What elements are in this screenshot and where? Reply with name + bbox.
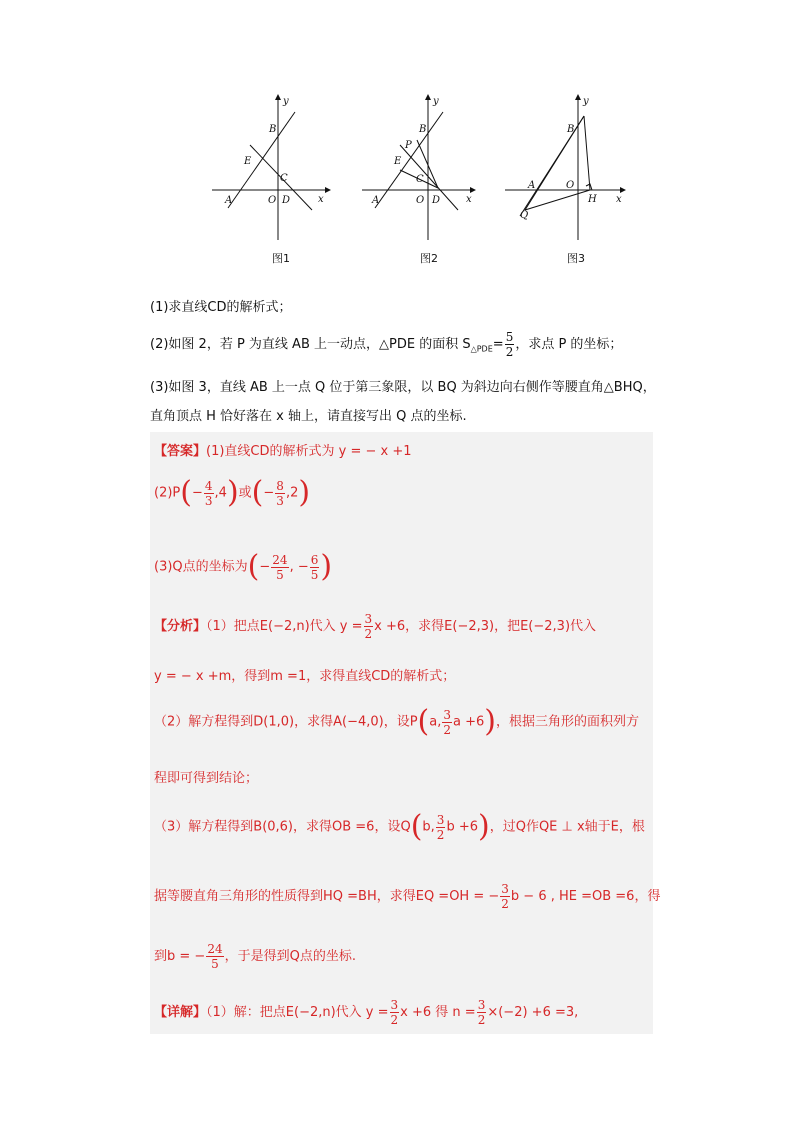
question-2-post: ，求点 P 的坐标； (515, 337, 623, 352)
paren-close: ) (484, 704, 496, 739)
answer-line-2 (154, 475, 311, 510)
analysis-line-5 (154, 809, 645, 844)
question-2-eq: = (492, 337, 504, 352)
question-2-sub: △PDE (470, 344, 493, 354)
fig1-label-y: y (283, 96, 289, 107)
paren-close: ) (478, 809, 490, 844)
frac-num: 5 (505, 330, 514, 344)
answer-2-p1-sign: − (191, 485, 203, 501)
analysis-3a: （2）解方程得到D(1,0)，求得A(−4,0)，设P (154, 714, 418, 730)
analysis-line-7 (154, 942, 356, 971)
detail-tag: 【详解】 (154, 1005, 207, 1020)
fig2-label-D: D (432, 195, 441, 206)
analysis-7b: ，于是得到Q点的坐标. (224, 949, 356, 964)
frac-den: 2 (436, 827, 445, 842)
paren-close: ) (320, 549, 333, 584)
fig2-label-y: y (433, 96, 439, 107)
analysis-line-6 (154, 882, 660, 911)
fig3-label-A: A (528, 180, 536, 191)
fig3-label-H: H (588, 194, 597, 205)
question-2 (150, 330, 622, 360)
analysis-1a: （1）把点E(−2,n)代入 y = (206, 619, 363, 634)
detail-1-frac2 (477, 998, 487, 1027)
analysis-5b: ，过Q作QE ⊥ x轴于E，根 (489, 819, 645, 835)
paren-open: ( (410, 809, 423, 844)
fig2-label-O: O (416, 195, 425, 206)
frac-num: 3 (477, 998, 486, 1012)
analysis-3-in-b: a +6 (453, 714, 485, 730)
frac-num: 6 (310, 552, 319, 567)
answer-tag: 【答案】 (154, 444, 207, 459)
fig1-label-D: D (282, 195, 291, 206)
detail-1a: （1）解：把点E(−2,n)代入 y = (206, 1005, 389, 1020)
answer-3-sign: − (259, 559, 271, 575)
paren-close: ) (226, 475, 239, 510)
fig2-label-E: E (394, 156, 402, 167)
figure-svg (200, 90, 640, 270)
fig3-label-y: y (583, 96, 589, 107)
detail-1c: ×(−2) +6 =3, (487, 1005, 579, 1020)
answer-panel (150, 432, 661, 1034)
question-3-line1: (3)如图 3，直线 AB 上一点 Q 位于第三象限，以 BQ 为斜边向右侧作等腰直角△BHQ， (150, 380, 656, 395)
analysis-3-frac (442, 708, 452, 737)
question-3-line2: 直角顶点 H 恰好落在 x 轴上，请直接写出 Q 点的坐标. (150, 409, 467, 424)
analysis-1b: x +6，求得E(−2,3)，把E(−2,3)代入 (374, 619, 597, 634)
analysis-line-3 (154, 704, 640, 739)
fig3-label-O: O (566, 180, 575, 191)
analysis-7a: 到b = − (154, 949, 206, 964)
frac-den: 3 (276, 493, 284, 508)
answer-3-pre: (3)Q点的坐标为 (154, 559, 248, 575)
paren-open: ( (247, 549, 260, 584)
fig1-label-A: A (225, 195, 233, 206)
answer-2-p2-frac (275, 479, 285, 508)
frac-num: 24 (272, 552, 288, 567)
fig1-label-x: x (318, 194, 324, 205)
frac-den: 5 (310, 567, 319, 582)
analysis-5a: （3）解方程得到B(0,6)，求得OB =6，设Q (154, 819, 411, 835)
analysis-tag: 【分析】 (154, 619, 207, 634)
answer-3-frac1 (271, 553, 288, 582)
detail-1b: x +6 得 n = (400, 1005, 476, 1020)
analysis-3b: ，根据三角形的面积列方 (496, 714, 640, 730)
caption-fig1: 图1 (272, 252, 290, 265)
analysis-5-in-a: b, (422, 819, 435, 835)
frac-num: 3 (364, 612, 373, 626)
analysis-6-frac (500, 882, 510, 911)
frac-num: 3 (390, 998, 399, 1012)
answer-1: (1)直线CD的解析式为 y = − x +1 (206, 444, 412, 459)
answer-2-p2-sign: − (263, 485, 275, 501)
answer-2-p1-frac (204, 479, 214, 508)
analysis-3-in-a: a, (429, 714, 442, 730)
answer-2-pre: (2)P (154, 485, 181, 501)
frac-num: 3 (443, 707, 452, 722)
question-1: (1)求直线CD的解析式； (150, 300, 292, 315)
caption-fig3: 图3 (567, 252, 585, 265)
detail-line-1 (154, 998, 578, 1027)
fig2-label-x: x (466, 194, 472, 205)
fig3-label-x: x (616, 194, 622, 205)
frac-den: 2 (443, 722, 452, 737)
analysis-line-2: y = − x +m，得到m =1，求得直线CD的解析式； (154, 669, 456, 684)
frac-den: 2 (501, 897, 509, 911)
fig2-label-P: P (405, 140, 412, 151)
frac-num: 3 (501, 882, 509, 896)
detail-1-frac1 (390, 998, 400, 1027)
figures (200, 90, 640, 270)
fig1-label-E: E (244, 156, 252, 167)
paren-close: ) (298, 475, 311, 510)
paren-open: ( (180, 475, 192, 510)
frac-den: 2 (477, 1013, 486, 1027)
fig2-label-B: B (419, 124, 427, 135)
frac-den: 2 (364, 627, 373, 641)
answer-line-1 (154, 440, 412, 459)
frac-den: 2 (390, 1013, 399, 1027)
frac-den: 3 (204, 493, 213, 508)
analysis-5-frac (436, 813, 446, 842)
frac-num: 3 (436, 812, 445, 827)
fig2-label-C: C (416, 174, 424, 185)
fig1-label-O: O (268, 195, 277, 206)
frac-den: 5 (211, 957, 219, 971)
answer-3-mid: , − (289, 559, 309, 575)
fig1-label-C: C (280, 173, 288, 184)
paren-open: ( (417, 704, 430, 739)
fig1-label-B: B (269, 124, 277, 135)
caption-fig2: 图2 (420, 252, 438, 265)
answer-2-or: 或 (238, 485, 252, 501)
fig2-label-A: A (372, 195, 380, 206)
analysis-1-frac (364, 612, 374, 641)
analysis-7-frac (206, 942, 223, 971)
answer-2-p1-rest: ,4 (214, 485, 227, 501)
question-2-frac (505, 330, 515, 359)
answer-line-3 (154, 549, 333, 584)
analysis-line-1 (154, 612, 596, 641)
frac-den: 5 (276, 567, 284, 582)
answer-2-p2-rest: ,2 (285, 485, 299, 501)
fig3-label-B: B (567, 124, 575, 135)
paren-open: ( (251, 475, 264, 510)
frac-num: 24 (207, 942, 223, 956)
analysis-6a: 据等腰直角三角形的性质得到HQ =BH，求得EQ =OH = − (154, 889, 500, 904)
frac-num: 4 (204, 478, 213, 493)
fig3-label-Q: Q (520, 210, 529, 221)
frac-den: 2 (505, 345, 514, 359)
analysis-5-in-b: b +6 (446, 819, 478, 835)
answer-3-frac2 (310, 553, 320, 582)
analysis-line-4: 程即可得到结论； (154, 771, 259, 786)
question-2-pre: (2)如图 2，若 P 为直线 AB 上一动点，△PDE 的面积 S (150, 337, 471, 352)
analysis-6b: b − 6 , HE =OB =6，得 (510, 889, 661, 904)
frac-num: 8 (276, 478, 284, 493)
